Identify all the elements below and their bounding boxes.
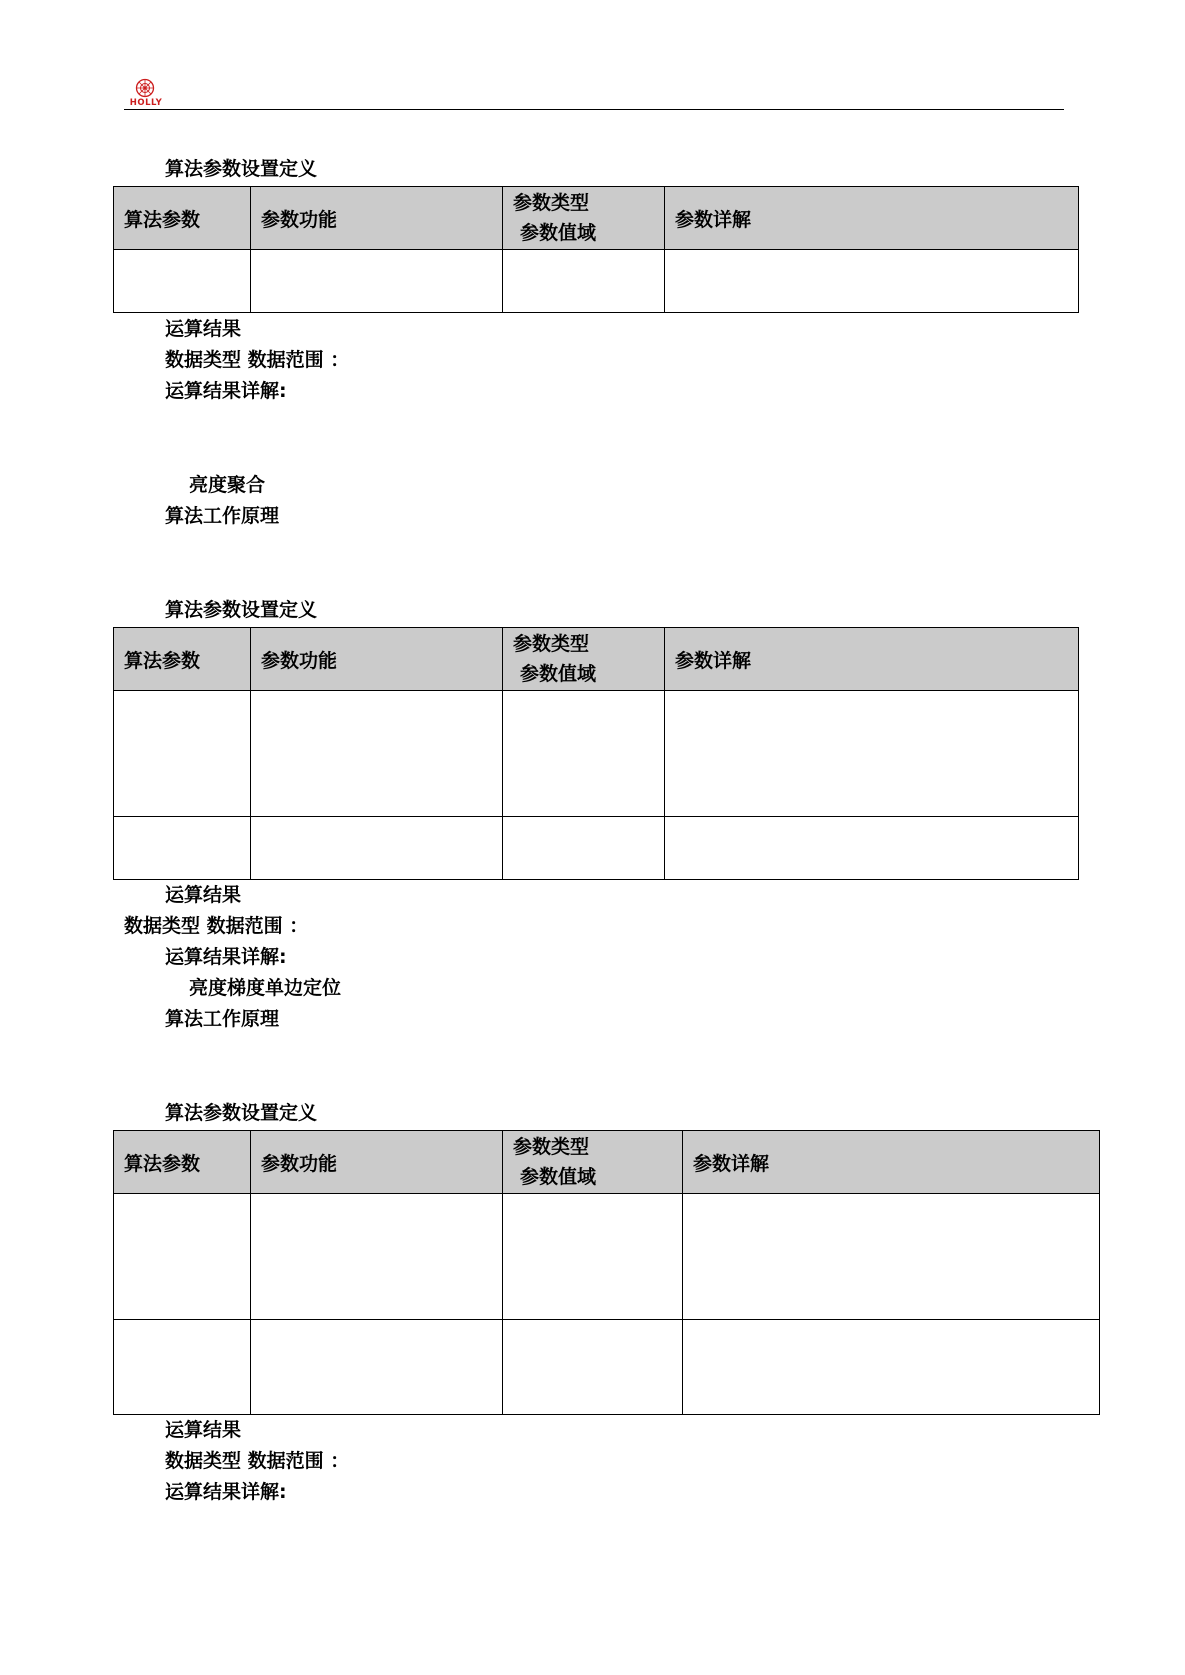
table-header-row [114, 187, 1079, 250]
header-detail: 参数详解 [683, 1131, 1100, 1194]
table-cell[interactable] [683, 1320, 1100, 1415]
table-cell[interactable] [114, 691, 251, 817]
table-header-row [114, 1131, 1100, 1194]
table-cell[interactable] [503, 817, 665, 880]
header-detail: 参数详解 [665, 628, 1079, 691]
table-cell[interactable] [114, 817, 251, 880]
table-cell[interactable] [114, 250, 251, 313]
header-rule [124, 109, 1064, 110]
result-title: 运算结果 [165, 884, 242, 906]
table-header-row [114, 628, 1079, 691]
table-cell[interactable] [665, 691, 1079, 817]
table-cell[interactable] [665, 250, 1079, 313]
table-cell[interactable] [503, 1194, 683, 1320]
table-cell[interactable] [503, 250, 665, 313]
table-cell[interactable] [251, 691, 503, 817]
parameter-table [113, 1130, 1100, 1415]
principle-heading: 算法工作原理 [165, 505, 280, 527]
algorithm-name: 亮度梯度单边定位 [189, 977, 342, 999]
holly-emblem-icon [134, 77, 156, 99]
table-cell[interactable] [503, 691, 665, 817]
logo-text: HOLLY [129, 98, 163, 108]
parameter-table [113, 627, 1079, 880]
result-detail: 运算结果详解: [165, 946, 287, 968]
holly-logo [125, 77, 167, 109]
table-row [114, 250, 1079, 313]
table-row [114, 1194, 1100, 1320]
result-detail: 运算结果详解: [165, 1481, 287, 1503]
header-function: 参数功能 [251, 628, 503, 691]
header-function: 参数功能 [251, 187, 503, 250]
table-caption: 算法参数设置定义 [165, 1102, 318, 1124]
table-cell[interactable] [251, 250, 503, 313]
header-param: 算法参数 [114, 628, 251, 691]
table-cell[interactable] [665, 817, 1079, 880]
table-row [114, 691, 1079, 817]
table-cell[interactable] [114, 1194, 251, 1320]
table-caption: 算法参数设置定义 [165, 158, 318, 180]
result-detail: 运算结果详解: [165, 380, 287, 402]
table-cell[interactable] [251, 817, 503, 880]
header-detail: 参数详解 [665, 187, 1079, 250]
result-title: 运算结果 [165, 1419, 242, 1441]
header-param: 算法参数 [114, 1131, 251, 1194]
principle-heading: 算法工作原理 [165, 1008, 280, 1030]
algorithm-name: 亮度聚合 [189, 474, 266, 496]
header-function: 参数功能 [251, 1131, 503, 1194]
header-type: 参数类型 参数值域 [503, 187, 665, 250]
table-row [114, 1320, 1100, 1415]
result-type: 数据类型 数据范围 ： [124, 915, 309, 937]
parameter-table [113, 186, 1079, 313]
table-row [114, 817, 1079, 880]
result-type: 数据类型 数据范围 ： [165, 349, 350, 371]
header-type: 参数类型 参数值域 [503, 628, 665, 691]
table-caption: 算法参数设置定义 [165, 599, 318, 621]
header-param: 算法参数 [114, 187, 251, 250]
table-cell[interactable] [251, 1320, 503, 1415]
table-cell[interactable] [683, 1194, 1100, 1320]
result-title: 运算结果 [165, 318, 242, 340]
header-type: 参数类型 参数值域 [503, 1131, 683, 1194]
result-type: 数据类型 数据范围 ： [165, 1450, 350, 1472]
table-cell[interactable] [114, 1320, 251, 1415]
table-cell[interactable] [251, 1194, 503, 1320]
table-cell[interactable] [503, 1320, 683, 1415]
